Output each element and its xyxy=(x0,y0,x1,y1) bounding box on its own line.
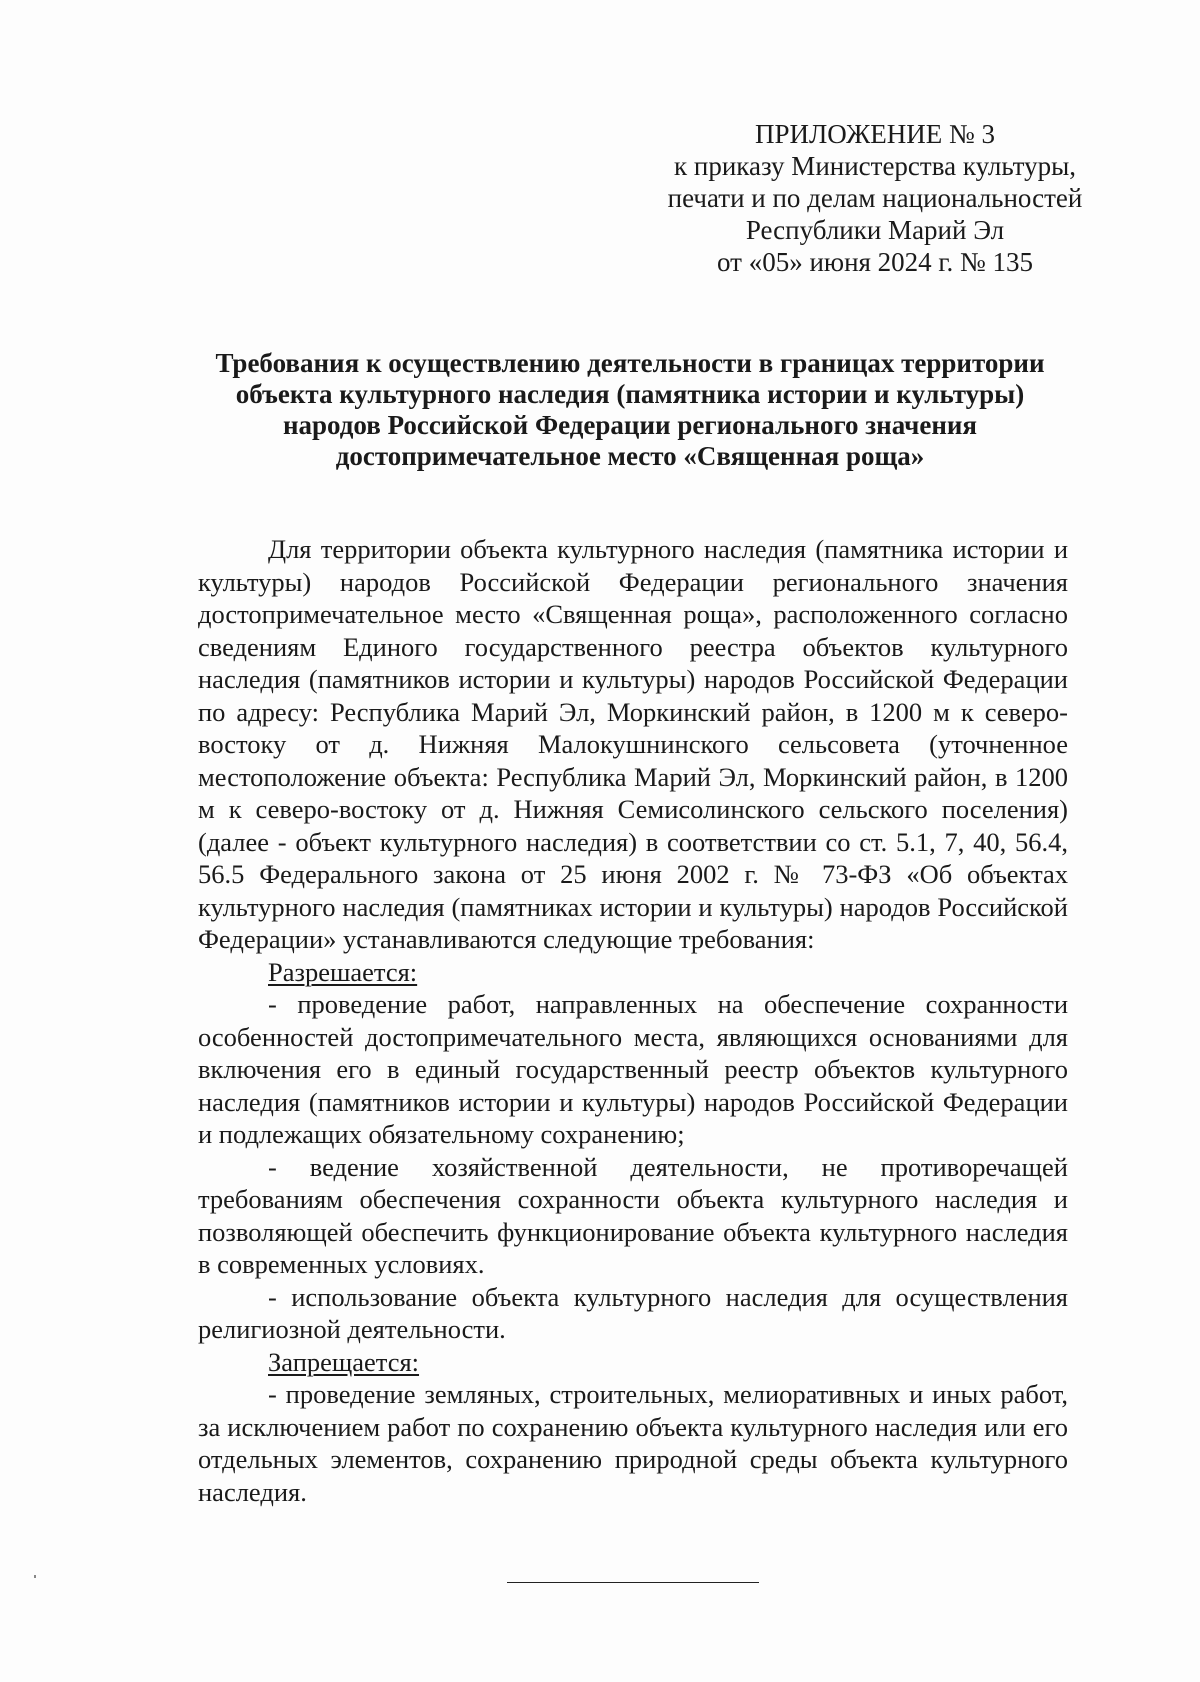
annex-ministry-line: печати и по делам национальностей xyxy=(667,183,1083,213)
annex-republic: Республики Марий Эл xyxy=(745,215,1005,245)
title-line-2: объекта культурного наследия (памятника истории и культуры) xyxy=(235,379,1025,409)
title-line-1: Требования к осуществлению деятельности в границах территории xyxy=(215,348,1045,378)
forbidden-heading-row xyxy=(198,1346,1068,1379)
allowed-heading: Разрешается: xyxy=(268,956,418,987)
annex-number: ПРИЛОЖЕНИЕ № 3 xyxy=(754,119,996,149)
annex-date-number: от «05» июня 2024 г. № 135 xyxy=(717,247,1033,277)
intro-paragraph: Для территории объекта культурного наследия (памятника истории и культуры) народов Российской Федерации регионального значения достопримечательное место «Священная роща», расположенного согласно сведениям Единого государственного реестра объектов культурного наследия (памятников истории и культуры) народов Российской Федерации по адресу: Республика Марий Эл, Моркинский район, в 1200 м к северо-востоку от д. Нижняя Малокушнинского сельсовета (уточненное местоположение объекта: Республика Марий Эл, Моркинский район, в 1200 м к северо-востоку от д. Нижняя Семисолинского сельского поселения) (далее - объект культурного наследия) в соответствии со ст. 5.1, 7, 40, 56.4, 56.5 Федерального закона от 25 июня 2002 г. № 73-ФЗ «Об объектах культурного наследия (памятниках истории и культуры) народов Российской Федерации» устанавливаются следующие требования: xyxy=(198,534,1068,954)
end-divider-line xyxy=(507,1582,759,1583)
title-line-3: народов Российской Федерации регионального значения xyxy=(282,410,978,440)
allowed-item: - ведение хозяйственной деятельности, не противоречащей требованиям обеспечения сохранности объекта культурного наследия и позволяющей обеспечить функционирование объекта культурного наследия в современных условиях. xyxy=(198,1151,1068,1279)
annex-order-ref: к приказу Министерства культуры, xyxy=(674,151,1076,181)
forbidden-heading: Запрещается: xyxy=(268,1346,420,1377)
forbidden-item: - проведение земляных, строительных, мелиоративных и иных работ, за исключением работ по сохранению объекта культурного наследия или его отдельных элементов, сохранению природной среды объекта культурного наследия. xyxy=(198,1379,1068,1507)
allowed-item: - использование объекта культурного наследия для осуществления религиозной деятельности. xyxy=(198,1281,1068,1344)
scan-speck xyxy=(34,1575,36,1578)
title-line-4: достопримечательное место «Священная роща» xyxy=(335,441,925,471)
allowed-item: - проведение работ, направленных на обеспечение сохранности особенностей достопримечательного места, являющихся основаниями для включения его в единый государственный реестр объектов культурного наследия (памятников истории и культуры) народов Российской Федерации и подлежащих обязательному сохранению; xyxy=(198,989,1068,1149)
annex-header xyxy=(640,118,1110,278)
document-body xyxy=(198,533,1068,1508)
document-title xyxy=(190,348,1070,472)
allowed-heading-row xyxy=(198,956,1068,989)
